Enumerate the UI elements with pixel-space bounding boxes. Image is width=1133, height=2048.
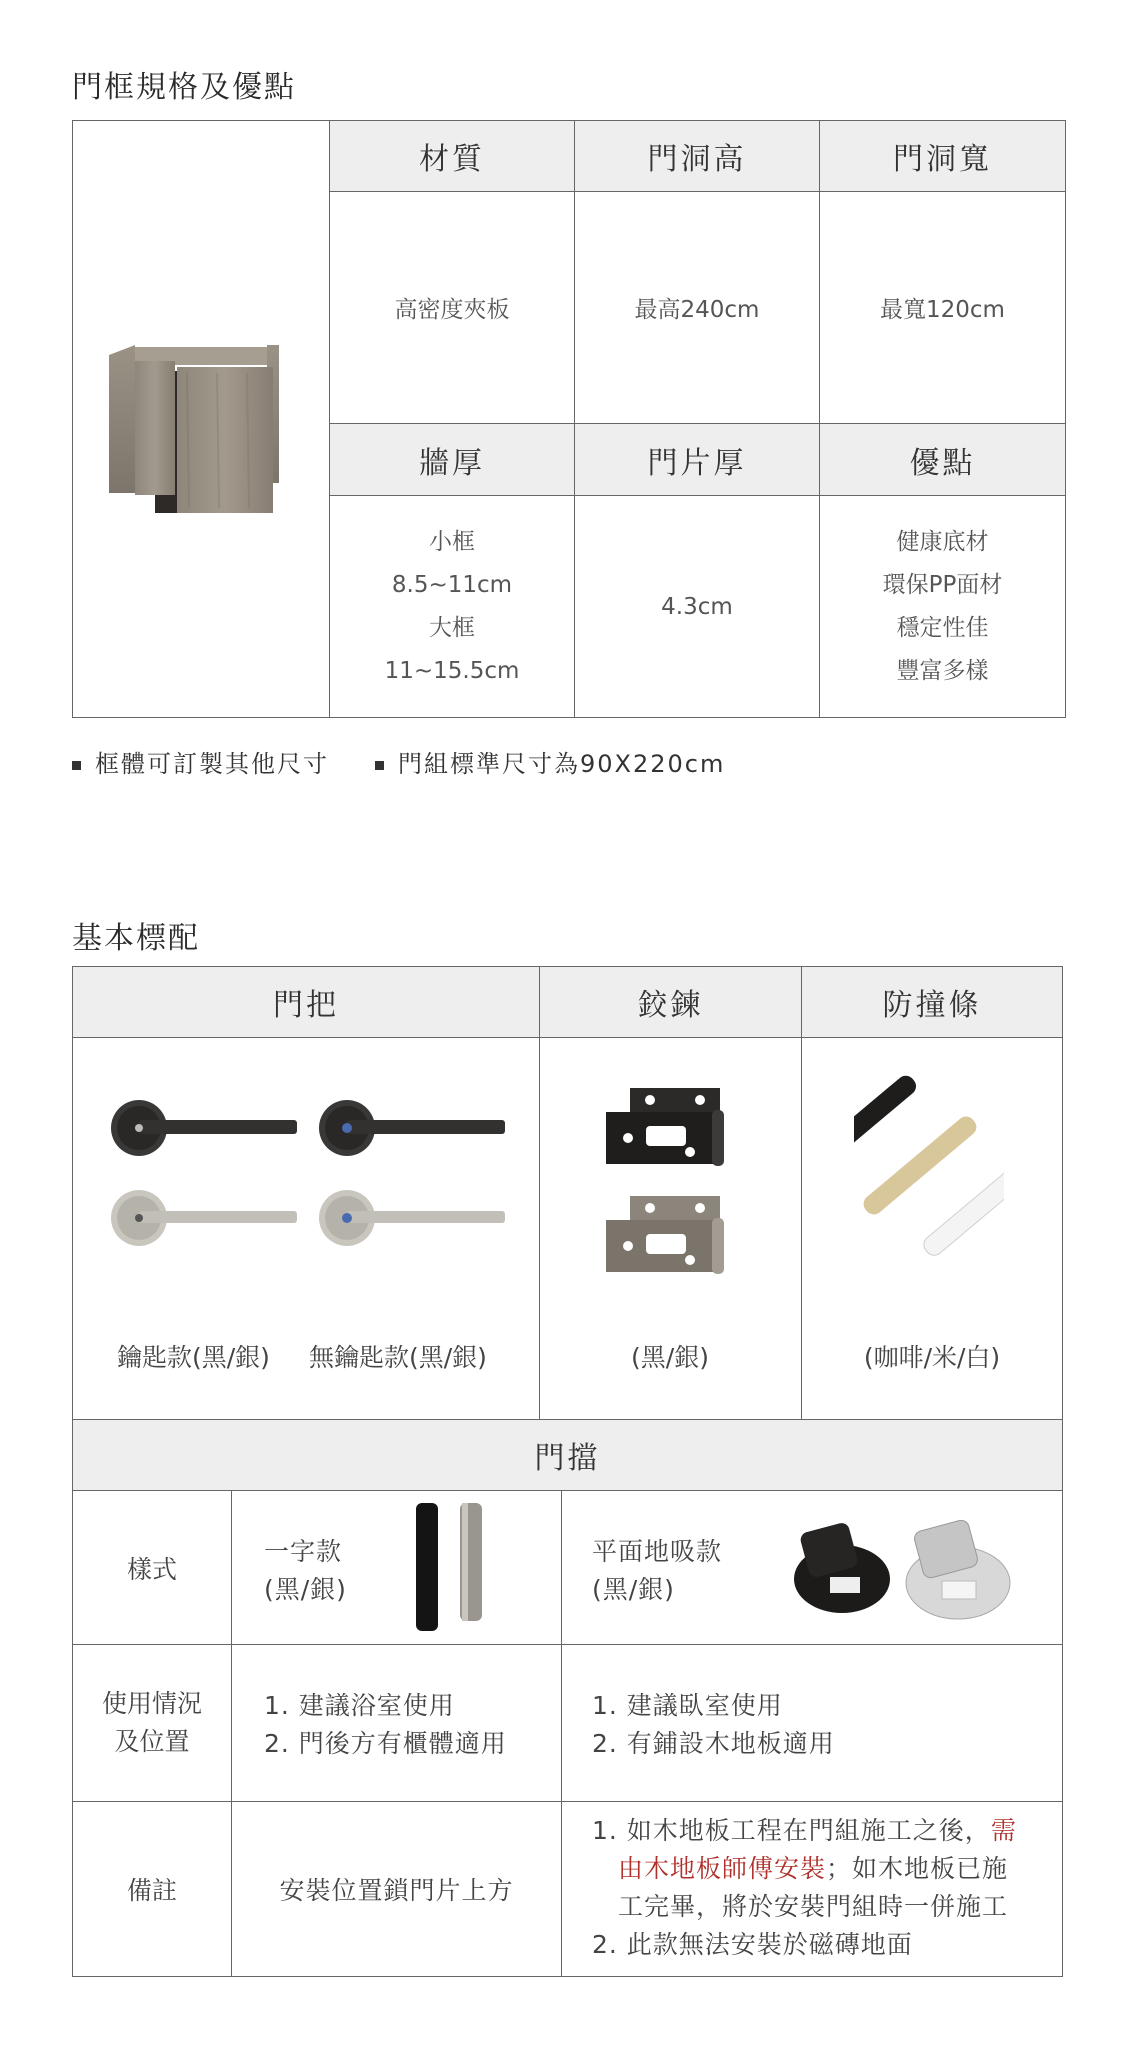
usage-b-list — [592, 1687, 835, 1763]
bumper-strips-image — [854, 1064, 1004, 1304]
section-title-basic: 基本標配 — [72, 921, 200, 956]
style-b-cell — [561, 1490, 1063, 1645]
bumper-strip-cell — [801, 1037, 1063, 1420]
wall-small-label: 小框 — [429, 528, 475, 555]
bullet-icon — [375, 761, 384, 770]
header-advantages: 優點 — [819, 423, 1066, 496]
note-standard-size — [375, 744, 725, 779]
hinge-cell — [539, 1037, 802, 1420]
header-material: 材質 — [329, 120, 575, 192]
value-opening-width: 最寬120cm — [819, 191, 1066, 424]
wall-large-label: 大框 — [429, 614, 475, 641]
stopper-magnetic-image — [782, 1507, 1022, 1627]
hinge-black-image — [600, 1082, 760, 1182]
remark-b-line: 由木地板師傅安裝；如木地板已施 — [618, 1854, 1009, 1883]
row-label-style: 樣式 — [72, 1490, 232, 1645]
remark-b-line: 工完畢，將於安裝門組時一併施工 — [618, 1892, 1009, 1921]
handle-black-keyless-image — [317, 1098, 507, 1158]
value-opening-height: 最高240cm — [574, 191, 820, 424]
style-b-colors: (黑/銀) — [592, 1575, 675, 1604]
header-wall-thickness: 牆厚 — [329, 423, 575, 496]
value-material: 高密度夾板 — [329, 191, 575, 424]
header-door-stopper: 門擋 — [72, 1419, 1063, 1491]
usage-a-item: 2. 門後方有櫃體適用 — [264, 1729, 507, 1758]
header-bumper-strip: 防撞條 — [801, 966, 1063, 1038]
note-text: 門組標準尺寸為90X220cm — [398, 750, 726, 778]
row-label-usage — [72, 1644, 232, 1802]
handle-black-keyed-image — [109, 1098, 299, 1158]
style-a-cell — [231, 1490, 562, 1645]
advantage-item: 健康底材 — [896, 528, 989, 555]
usage-b-item: 2. 有鋪設木地板適用 — [592, 1729, 835, 1758]
section-title-frame: 門框規格及優點 — [72, 70, 296, 105]
advantage-item: 穩定性佳 — [896, 614, 989, 641]
handle-keyed-label: 鑰匙款(黑/銀) — [117, 1343, 270, 1372]
remark-b-cell — [561, 1801, 1063, 1977]
header-opening-height: 門洞高 — [574, 120, 820, 192]
advantage-item: 豐富多樣 — [896, 657, 989, 684]
header-hinge: 鉸鍊 — [539, 966, 802, 1038]
handle-silver-keyed-image — [109, 1188, 299, 1248]
header-handle: 門把 — [72, 966, 540, 1038]
usage-a-item: 1. 建議浴室使用 — [264, 1691, 455, 1720]
handle-cell — [72, 1037, 540, 1420]
note-text: 框體可訂製其他尺寸 — [95, 750, 329, 778]
hinge-label: (黑/銀) — [631, 1343, 709, 1372]
style-a-text — [264, 1533, 347, 1609]
handle-keyless-label: 無鑰匙款(黑/銀) — [309, 1343, 487, 1372]
usage-label-line1: 使用情況 — [101, 1689, 202, 1718]
remark-a-cell: 安裝位置鎖門片上方 — [231, 1801, 562, 1977]
bumper-strip-label: (咖啡/米/白) — [863, 1343, 1001, 1372]
frame-image-cell — [72, 120, 330, 718]
wall-small-range: 8.5~11cm — [391, 571, 513, 598]
value-wall-thickness — [329, 495, 575, 718]
hinge-silver-image — [600, 1190, 760, 1290]
usage-b-item: 1. 建議臥室使用 — [592, 1691, 783, 1720]
usage-label-line2: 及位置 — [114, 1727, 190, 1756]
header-opening-width: 門洞寬 — [819, 120, 1066, 192]
style-a-name: 一字款 — [264, 1537, 343, 1566]
wall-large-range: 11~15.5cm — [384, 657, 520, 684]
value-panel-thickness: 4.3cm — [574, 495, 820, 718]
usage-a-cell — [231, 1644, 562, 1802]
advantage-item: 環保PP面材 — [882, 571, 1003, 598]
remark-b-line: 2. 此款無法安裝於磁磚地面 — [592, 1930, 913, 1959]
handle-silver-keyless-image — [317, 1188, 507, 1248]
remark-b-text — [592, 1812, 1062, 1964]
usage-b-cell — [561, 1644, 1063, 1802]
header-panel-thickness: 門片厚 — [574, 423, 820, 496]
style-b-text — [592, 1533, 722, 1609]
usage-a-list — [264, 1687, 507, 1763]
door-frame-image — [107, 343, 297, 513]
remark-b-line: 1. 如木地板工程在門組施工之後，需 — [592, 1816, 1017, 1845]
stopper-straight-image — [408, 1499, 488, 1639]
row-label-remarks: 備註 — [72, 1801, 232, 1977]
note-custom-size — [72, 744, 329, 779]
style-b-name: 平面地吸款 — [592, 1537, 723, 1566]
style-a-colors: (黑/銀) — [264, 1575, 347, 1604]
value-advantages — [819, 495, 1066, 718]
bullet-icon — [72, 761, 81, 770]
